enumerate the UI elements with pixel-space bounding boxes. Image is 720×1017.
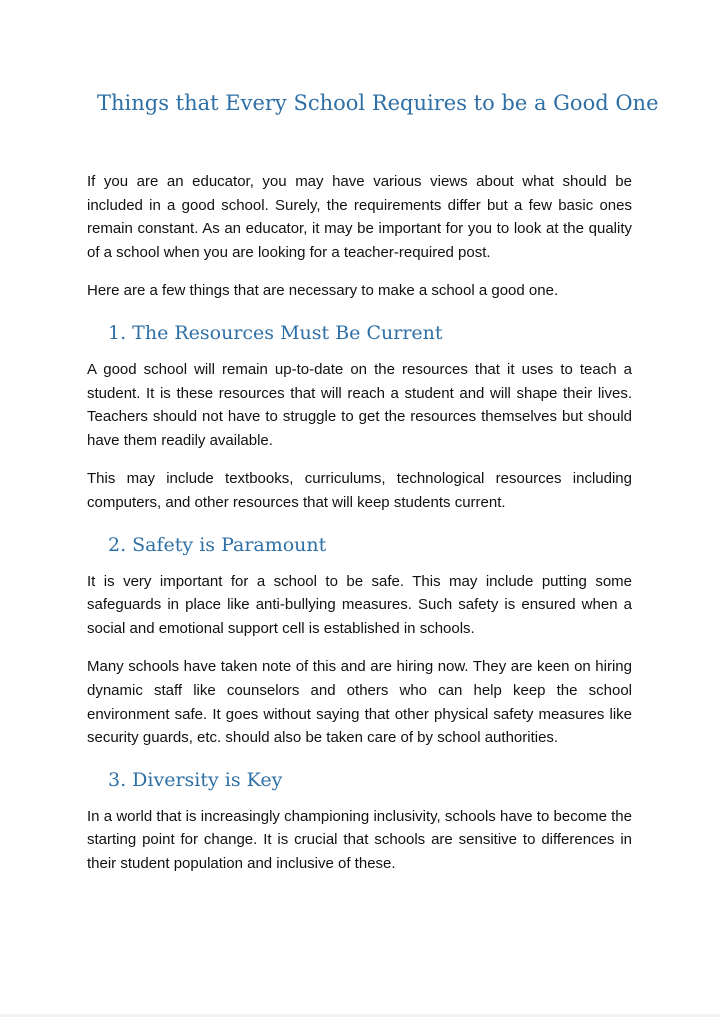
intro-paragraph-2: Here are a few things that are necessary to make a school a good one.	[87, 282, 559, 300]
intro-paragraph-1: If you are an educator, you may have various views about what should be included in a good school. Surely, the requirements differ but a few basic ones remain constant. As an educator, it may be important for you to look at the quality of a school when you are looking for a teacher-required post.	[87, 173, 632, 261]
document-title: Things that Every School Requires to be a Good One	[97, 91, 659, 115]
resources-paragraph-2: This may include textbooks, curriculums, technological resources including computers, and other resources that will keep students current.	[87, 470, 632, 511]
diversity-paragraph-1: In a world that is increasingly championing inclusivity, schools have to become the starting point for change. It is crucial that schools are sensitive to differences in their student population and inclusive of these.	[87, 807, 632, 872]
title-spacing	[87, 118, 632, 170]
section-heading-resources: 1. The Resources Must Be Current	[108, 321, 443, 344]
safety-paragraph-1: It is very important for a school to be safe. This may include putting some safeguards in place like anti-bullying measures. Such safety is ensured when a social and emotional support cell is established in schools.	[87, 572, 632, 637]
section-heading-safety: 2. Safety is Paramount	[108, 533, 327, 556]
document-body	[87, 88, 659, 890]
resources-paragraph-1: A good school will remain up-to-date on the resources that it uses to teach a student. It is these resources that will reach a student and will shape their lives. Teachers should not have to struggle to get the resources themselves but should have them readily available.	[87, 360, 632, 449]
section-heading-diversity: 3. Diversity is Key	[108, 768, 283, 791]
safety-paragraph-2: Many schools have taken note of this and are hiring now. They are keen on hiring dynamic staff like counselors and others who can help keep the school environment safe. It goes without saying that other physical safety measures like security guards, etc. should also be taken care of by school authorities.	[87, 658, 632, 747]
